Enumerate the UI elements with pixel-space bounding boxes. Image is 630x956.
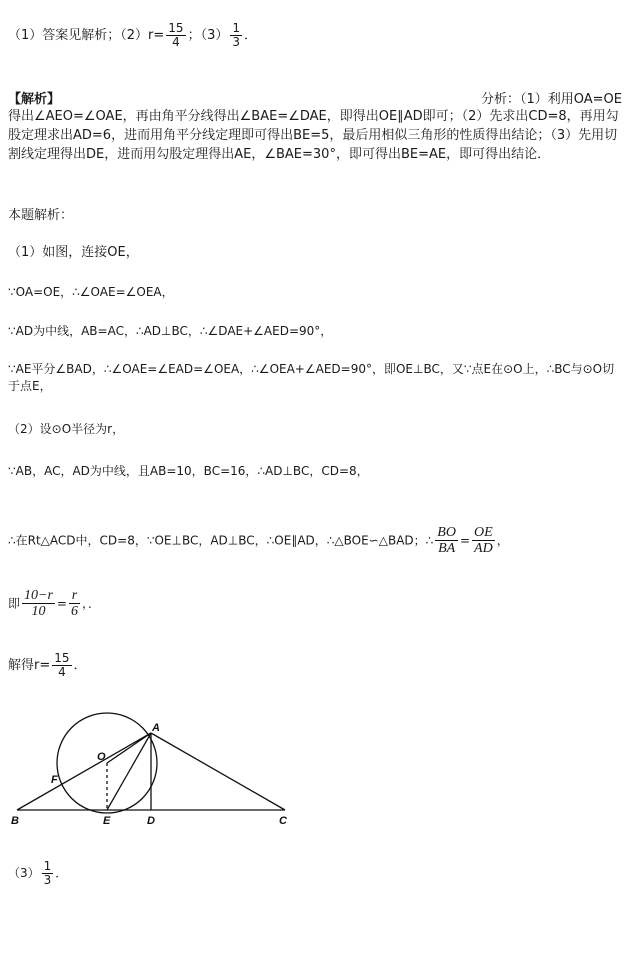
solution-line-4: ∵AE平分∠BAD，∴∠OAE=∠EAD=∠OEA，∴∠OEA+∠AED=90°，即OE⊥BC，又∵点E在⊙O上，∴BC与⊙O切于点E，	[8, 362, 615, 393]
solution-line-3: ∵AD为中线，AB=AC，∴AD⊥BC，∴∠DAE+∠AED=90°，	[8, 324, 333, 338]
segment-ae	[107, 733, 151, 810]
segment-oa	[107, 733, 151, 763]
geometry-figure	[5, 708, 305, 828]
answer-line	[8, 22, 257, 49]
answer-part1: （1）答案见解析；（2）r=	[8, 28, 165, 44]
segment-ac	[151, 733, 285, 810]
analysis-paragraph: 得出∠AEO=∠OAE，再由角平分线得出∠BAE=∠DAE，即得出OE∥AD即可；（2）先求出CD=8，再用勾股定理求出AD=6，进而用角平分线定理即可得出BE=5，最后用相似三角形的性质得出结论；（3）先用切割线定理得出DE，进而用勾股定理得出AE，∠BAE=30°，即可得出BE=AE，即可得出结论．	[8, 109, 619, 162]
fraction-10-minus-r: $\frac{10-r}{10}$	[24, 588, 53, 620]
label-c: C	[279, 815, 287, 827]
fraction-oe-ad: $\frac{OE}{AD}$	[474, 525, 493, 557]
solution-line-7: ∴在Rt△ACD中，CD=8，∵OE⊥BC，AD⊥BC，∴OE∥AD，∴△BOE∽△BAD；∴ $\frac{BO}{BA}$ = $\frac{OE}{AD}$ ，	[8, 525, 509, 557]
solution-line-9: 解得r= $\frac{15}{4}$ ．	[8, 651, 87, 680]
label-f: F	[51, 774, 58, 786]
fraction-1-3: $\frac{1}{3}$	[43, 859, 52, 888]
label-e: E	[103, 815, 111, 827]
solution-line-2: ∵OA=OE，∴∠OAE=∠OEA，	[8, 285, 174, 299]
analysis-lead: 分析：（1）利用OA=OE	[480, 92, 622, 107]
label-d: D	[147, 815, 155, 827]
answer-part2: ；（3）	[187, 28, 229, 44]
solution-line-1: （1）如图，连接OE，	[8, 245, 139, 260]
fraction-r-6: $\frac{r}{6}$	[70, 588, 78, 620]
fraction-15-4: $\frac{15}{4}$	[54, 651, 70, 680]
segment-ab	[17, 733, 151, 810]
label-o: O	[97, 751, 106, 763]
solution-line-10: （3） $\frac{1}{3}$ ．	[8, 859, 68, 888]
solution-title: 本题解析：	[8, 208, 74, 223]
fraction-bo-ba: $\frac{BO}{BA}$	[437, 525, 456, 557]
answer-fraction-3: $\frac{1}{3}$	[232, 21, 240, 50]
solution-line-8: 即 $\frac{10-r}{10}$ = $\frac{r}{6}$ ，．	[8, 588, 100, 620]
analysis-heading: 【解析】	[8, 92, 61, 107]
label-b: B	[11, 815, 19, 827]
answer-fraction-r: $\frac{15}{4}$	[168, 21, 184, 50]
solution-line-5: （2）设⊙O半径为r，	[8, 422, 125, 436]
label-a: A	[152, 722, 160, 734]
answer-part3: ．	[243, 28, 257, 44]
solution-line-6: ∵AB，AC，AD为中线，且AB=10，BC=16，∴AD⊥BC，CD=8，	[8, 464, 369, 478]
